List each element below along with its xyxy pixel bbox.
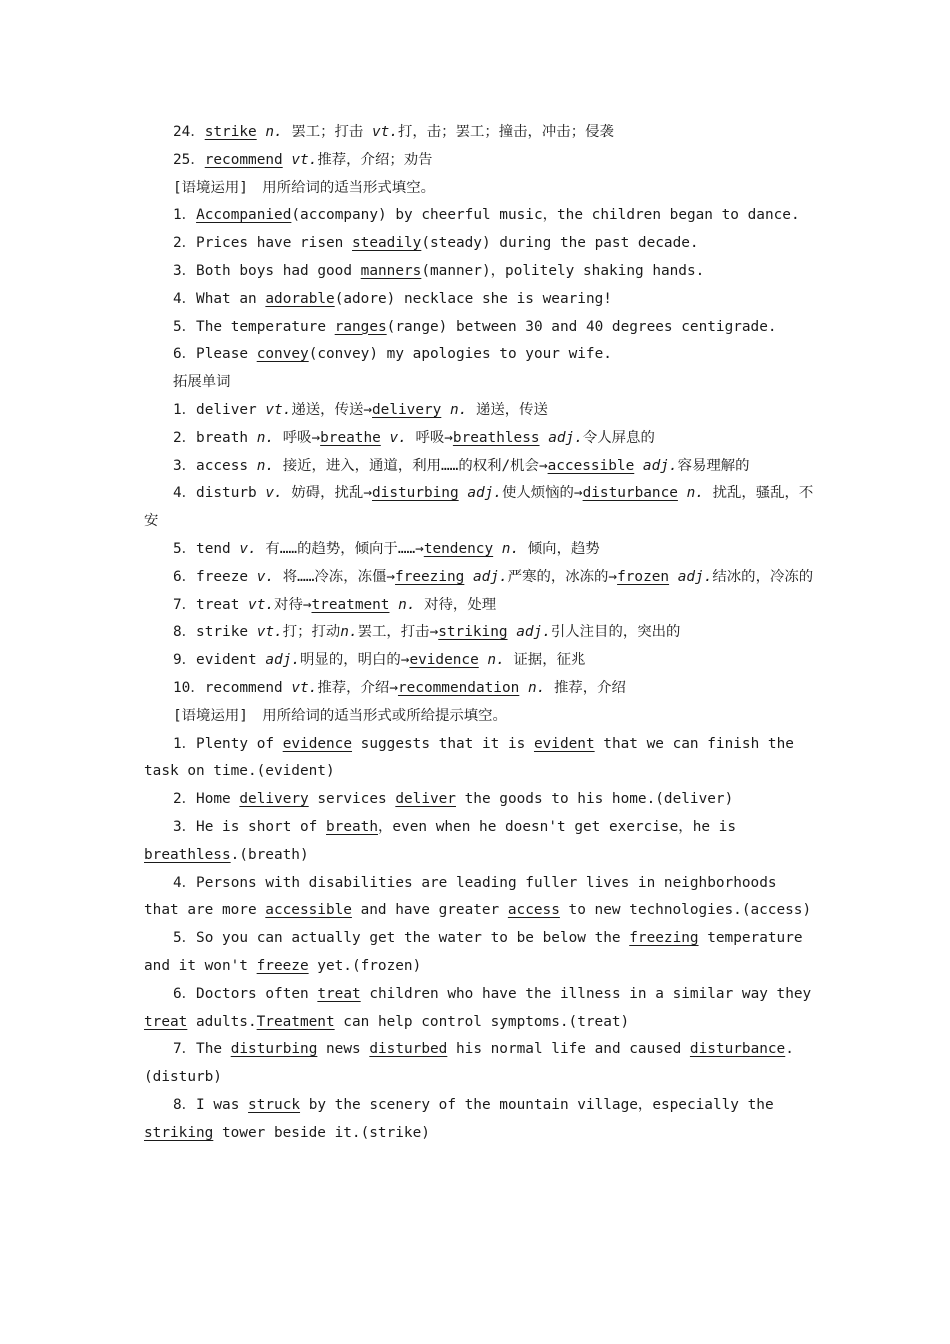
line-text (389, 597, 398, 613)
answer-blank: evidence (282, 735, 353, 752)
part-of-speech: adj. (265, 652, 301, 669)
line-text: 倾向，趋势 (519, 540, 600, 557)
line-text: 24． (173, 124, 205, 140)
part-of-speech: adj. (548, 429, 583, 446)
line-text: by the scenery of the mountain village，especially the (300, 1096, 774, 1113)
line-text: 呼吸→ (274, 429, 321, 446)
answer-blank: convey (256, 346, 309, 363)
answer-blank: striking (438, 624, 508, 641)
answer-blank: breath (326, 818, 378, 835)
answer-blank: delivery (372, 401, 442, 418)
document-line (144, 480, 814, 536)
part-of-speech: adj. (677, 568, 713, 585)
document-line (144, 647, 814, 675)
line-text: 递送，传送 (467, 401, 548, 418)
part-of-speech: vt. (372, 124, 398, 140)
part-of-speech: vt. (291, 679, 318, 696)
document-line (144, 453, 814, 481)
document-line (144, 397, 814, 425)
line-text: 推荐，介绍；劝告 (317, 151, 433, 168)
line-text: 将……冷冻，冻僵→ (274, 568, 396, 585)
line-text: 4．disturb (173, 485, 266, 502)
line-text: 6．Doctors often (173, 985, 318, 1002)
document-line (144, 314, 814, 342)
line-text: temperature and it won't (144, 930, 803, 974)
part-of-speech: n. (256, 429, 275, 446)
line-text: 25． (173, 151, 205, 168)
line-text: (range) between 30 and 40 degrees centigrade. (386, 318, 777, 335)
line-text: 7．treat (173, 596, 249, 613)
answer-blank: treat (317, 985, 361, 1002)
line-text (634, 458, 643, 474)
line-text: services (308, 791, 396, 808)
part-of-speech: adj. (642, 457, 678, 474)
line-text: 容易理解的 (677, 457, 750, 474)
part-of-speech: n. (527, 679, 546, 696)
answer-blank: freezing (395, 568, 465, 585)
line-text (493, 541, 502, 557)
line-text: 接近，进入，通道，利用……的权利/机会→ (274, 457, 548, 474)
line-text: and have greater (351, 902, 508, 919)
answer-blank: access (507, 902, 560, 919)
line-text: 罢工，打击→ (357, 624, 439, 641)
line-text: 8．strike (173, 624, 257, 641)
answer-blank: breathless (452, 429, 540, 446)
line-text: 拓展单词 (173, 374, 231, 391)
document-line (144, 147, 814, 175)
line-text: 6．Please (173, 346, 257, 363)
document-line (144, 119, 814, 147)
line-text: suggests that it is (352, 735, 534, 752)
document-line (144, 675, 814, 703)
line-text: [语境运用] 用所给词的适当形式或所给提示填空。 (173, 707, 507, 724)
document-line (144, 564, 814, 592)
answer-blank: delivery (239, 791, 309, 808)
document-line (144, 731, 814, 787)
document-line (144, 925, 814, 981)
line-text: his normal life and caused (447, 1041, 690, 1058)
answer-blank: disturbing (372, 485, 459, 502)
line-text: [语境运用] 用所给词的适当形式填空。 (173, 179, 435, 196)
part-of-speech: vt. (248, 596, 275, 613)
part-of-speech: vt. (265, 401, 292, 418)
document-line (144, 1092, 814, 1148)
document-line (144, 703, 814, 731)
answer-blank: treatment (311, 596, 390, 613)
document-line (144, 981, 814, 1037)
line-text: (manner)，politely shaking hands. (421, 262, 705, 279)
line-text: 妨碍，扰乱→ (282, 485, 372, 502)
document-line (144, 536, 814, 564)
line-text: adults. (187, 1013, 257, 1030)
line-text (678, 485, 687, 501)
document-line (144, 814, 814, 870)
answer-blank: accessible (547, 457, 635, 474)
line-text: 使人烦恼的→ (501, 485, 583, 502)
part-of-speech: adj. (516, 624, 551, 641)
line-text: 7．The (173, 1041, 231, 1058)
line-text: 9．evident (173, 652, 266, 669)
line-text: news (317, 1041, 370, 1058)
answer-blank: strike (204, 124, 257, 140)
line-text (464, 569, 473, 585)
line-text: 有……的趋势，倾向于……→ (256, 540, 424, 557)
part-of-speech: n. (398, 596, 416, 613)
line-text: 打，击；罢工；撞击，冲击；侵袭 (398, 124, 614, 140)
line-text: (accompany) by cheerful music，the children began to dance. (291, 207, 800, 224)
part-of-speech: v. (265, 485, 283, 502)
answer-blank: freeze (256, 957, 309, 974)
answer-blank: disturbance (689, 1041, 786, 1058)
part-of-speech: n. (256, 457, 275, 474)
part-of-speech: n. (501, 540, 520, 557)
line-text (519, 680, 528, 696)
document-line (144, 592, 814, 620)
answer-blank: recommend (204, 151, 283, 168)
answer-blank: ranges (334, 318, 387, 335)
answer-blank: disturbed (369, 1041, 448, 1058)
answer-blank: disturbing (230, 1041, 318, 1058)
part-of-speech: v. (256, 568, 275, 585)
line-text: 3．He is short of (173, 818, 327, 835)
line-text: 打；打动 (282, 624, 341, 641)
line-text: 1．deliver (173, 401, 266, 418)
document-line (144, 230, 814, 258)
line-text: 4．Persons with disabilities are leading fuller lives in neighborhoods that are more (144, 874, 777, 919)
part-of-speech: n. (686, 485, 704, 502)
line-text: (adore) necklace she is wearing! (334, 290, 612, 307)
answer-blank: tendency (423, 540, 494, 557)
line-text: children who have the illness in a similar way they (360, 985, 812, 1002)
document-line (144, 175, 814, 203)
part-of-speech: v. (389, 429, 407, 446)
line-text (459, 485, 468, 501)
answer-blank: recommendation (397, 679, 520, 696)
part-of-speech: v. (239, 540, 257, 557)
document-line (144, 786, 814, 814)
line-text: 6．freeze (173, 568, 257, 585)
document-line (144, 369, 814, 397)
line-text (508, 624, 517, 640)
line-text: 10．recommend (173, 679, 292, 696)
line-text: 结冰的，冷冻的 (712, 568, 814, 585)
line-text: tower beside it.(strike) (213, 1124, 430, 1141)
answer-blank: treat (144, 1013, 188, 1030)
document-line (144, 258, 814, 286)
line-text (669, 569, 678, 585)
line-text: 明显的，明白的→ (300, 652, 410, 669)
line-text: 5．The temperature (173, 318, 335, 335)
line-text: to new technologies.(access) (559, 902, 812, 919)
line-text: 递送，传送→ (291, 401, 372, 418)
document-line (144, 619, 814, 647)
line-text: 严寒的，冰冻的→ (507, 568, 618, 585)
answer-blank: disturbance (582, 485, 678, 502)
answer-blank: evidence (409, 652, 479, 669)
document-body (144, 119, 814, 1147)
line-text: 5．So you can actually get the water to be below the (173, 930, 630, 947)
part-of-speech: n. (449, 401, 468, 418)
answer-blank: striking (144, 1124, 214, 1141)
answer-blank: struck (248, 1096, 301, 1113)
part-of-speech: vt. (256, 624, 283, 641)
line-text: 3．Both boys had good (173, 262, 361, 279)
line-text: 推荐，介绍 (545, 679, 626, 696)
document-line (144, 870, 814, 926)
line-text: 2．Home (173, 791, 240, 808)
line-text: 8．I was (173, 1096, 249, 1113)
line-text: 3．access (173, 457, 257, 474)
line-text: (steady) during the past decade. (421, 235, 699, 252)
document-line (144, 202, 814, 230)
line-text: 对待，处理 (415, 596, 497, 613)
document-line (144, 341, 814, 369)
line-text: 扰乱，骚乱，不安 (144, 485, 814, 530)
line-text: .(breath) (230, 846, 309, 863)
line-text: 引人注目的，突出的 (550, 624, 681, 641)
answer-blank: breathless (144, 846, 231, 863)
line-text: 5．tend (173, 540, 240, 557)
line-text: 罢工；打击 (282, 124, 372, 140)
part-of-speech: n. (265, 124, 283, 140)
line-text: 对待→ (274, 596, 312, 613)
line-text: (convey) my apologies to your wife. (308, 346, 612, 363)
line-text: 2．breath (173, 429, 257, 446)
document-line (144, 286, 814, 314)
answer-blank: Treatment (256, 1013, 335, 1030)
line-text: can help control symptoms.(treat) (334, 1013, 630, 1030)
answer-blank: evident (533, 735, 595, 752)
line-text: 4．What an (173, 290, 266, 307)
answer-blank: deliver (395, 791, 456, 808)
answer-blank: Accompanied (196, 207, 292, 224)
answer-blank: manners (360, 262, 422, 279)
line-text: 证据，征兆 (504, 652, 586, 669)
line-text (540, 430, 549, 446)
part-of-speech: vt. (291, 151, 318, 168)
answer-blank: frozen (617, 568, 670, 585)
answer-blank: breathe (320, 429, 381, 446)
line-text: the goods to his home.(deliver) (455, 791, 734, 808)
line-text: yet.(frozen) (308, 957, 422, 974)
line-text: 令人屏息的 (582, 429, 655, 446)
document-line (144, 1036, 814, 1092)
answer-blank: adorable (265, 290, 335, 307)
line-text: 推荐，介绍→ (317, 679, 398, 696)
part-of-speech: adj. (467, 485, 502, 502)
answer-blank: freezing (629, 930, 699, 947)
document-line (144, 425, 814, 453)
part-of-speech: adj. (473, 568, 508, 585)
line-text: 呼吸→ (406, 429, 453, 446)
line-text: ，even when he doesn't get exercise，he is (378, 818, 737, 835)
line-text: 1． (173, 207, 197, 224)
line-text: that we can finish the task on time.(evident) (144, 735, 794, 780)
part-of-speech: n. (340, 624, 358, 641)
answer-blank: accessible (265, 902, 352, 919)
line-text: 1．Plenty of (173, 735, 283, 752)
part-of-speech: n. (487, 652, 505, 669)
line-text: .(disturb) (144, 1041, 794, 1086)
answer-blank: steadily (352, 235, 422, 252)
line-text (441, 402, 450, 418)
line-text: 2．Prices have risen (173, 235, 353, 252)
